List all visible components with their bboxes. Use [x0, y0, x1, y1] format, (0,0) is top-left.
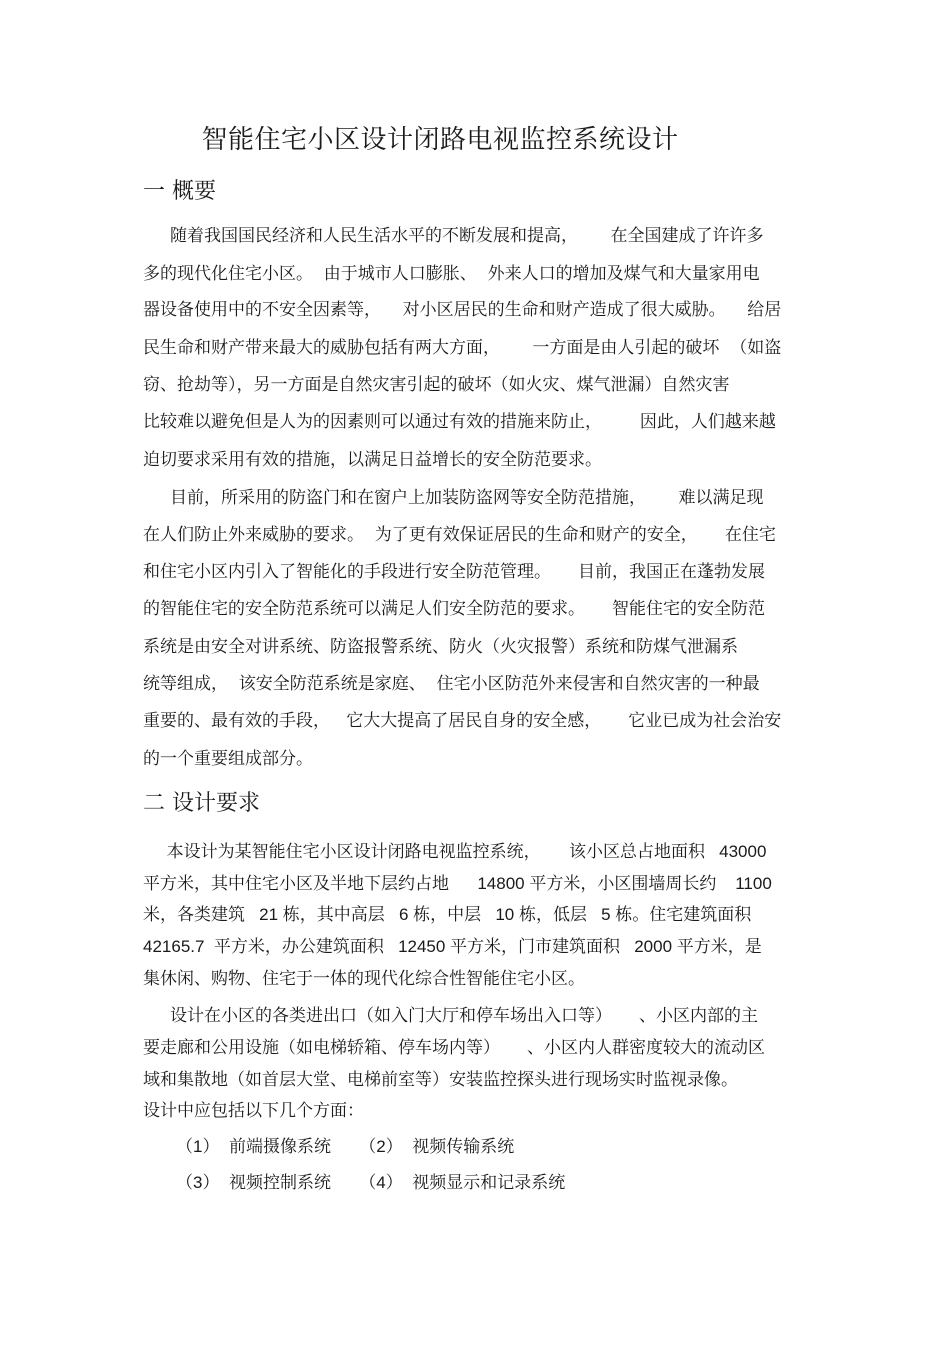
list-item: （1） 前端摄像系统 （2） 视频传输系统	[143, 1137, 515, 1156]
section-heading-requirements: 二 设计要求	[143, 791, 260, 816]
paragraph-line: 域和集散地（如首层大堂、电梯前室等）安装监控探头进行现场实时监视录像。	[143, 1070, 738, 1090]
paragraph-line: 窃、抢劫等），另一方面是自然灾害引起的破坏（如火灾、煤气泄漏）自然灾害	[143, 375, 730, 395]
paragraph-line: 迫切要求采用有效的措施，以满足日益增长的安全防范要求。	[143, 450, 602, 470]
paragraph-line: 和住宅小区内引入了智能化的手段进行安全防范管理。 目前，我国正在蓬勃发展	[143, 562, 766, 582]
paragraph-line: 42165.7 平方米，办公建筑面积 12450 平方米，门市建筑面积 2000 平方米，是	[143, 937, 762, 956]
paragraph-line: 多的现代化住宅小区。 由于城市人口膨胀、 外来人口的增加及煤气和大量家用电	[143, 264, 760, 284]
paragraph-line: 器设备使用中的不安全因素等， 对小区居民的生命和财产造成了很大威胁。 给居	[143, 300, 782, 320]
paragraph-line: 集休闲、购物、住宅于一体的现代化综合性智能住宅小区。	[143, 969, 585, 988]
paragraph-line: 的智能住宅的安全防范系统可以满足人们安全防范的要求。 智能住宅的安全防范	[143, 599, 766, 619]
paragraph-line: 米，各类建筑 21 栋，其中高层 6 栋，中层 10 栋，低层 5 栋。住宅建筑面积	[143, 905, 752, 924]
paragraph-line: 民生命和财产带来最大的威胁包括有两大方面， 一方面是由人引起的破坏 （如盗	[143, 338, 782, 358]
paragraph-line: 的一个重要组成部分。	[143, 749, 313, 769]
section-heading-overview: 一 概要	[143, 179, 216, 204]
paragraph-line: 要走廊和公用设施（如电梯轿箱、停车场内等） 、小区内人群密度较大的流动区	[143, 1038, 766, 1058]
paragraph-line: 在人们防止外来威胁的要求。 为了更有效保证居民的生命和财产的安全， 在住宅	[143, 525, 776, 545]
paragraph-line: 设计在小区的各类进出口（如入门大厅和停车场出入口等） 、小区内部的主	[143, 1006, 759, 1026]
list-item: （3） 视频控制系统 （4） 视频显示和记录系统	[143, 1173, 566, 1192]
paragraph-line: 平方米，其中住宅小区及半地下层约占地 14800 平方米，小区围墙周长约 1100	[143, 874, 772, 893]
paragraph-line: 目前，所采用的防盗门和在窗户上加装防盗网等安全防范措施， 难以满足现	[143, 488, 764, 508]
paragraph-line: 随着我国国民经济和人民生活水平的不断发展和提高， 在全国建成了许许多	[143, 226, 764, 246]
paragraph-line: 统等组成， 该安全防范系统是家庭、 住宅小区防范外来侵害和自然灾害的一种最	[143, 674, 760, 694]
document-title: 智能住宅小区设计闭路电视监控系统设计	[201, 125, 679, 155]
paragraph-line: 本设计为某智能住宅小区设计闭路电视监控系统， 该小区总占地面积 43000	[143, 842, 767, 861]
paragraph-line: 设计中应包括以下几个方面：	[143, 1101, 364, 1121]
paragraph-line: 比较难以避免但是人为的因素则可以通过有效的措施来防止， 因此，人们越来越	[143, 412, 776, 432]
paragraph-line: 系统是由安全对讲系统、防盗报警系统、防火（火灾报警）系统和防煤气泄漏系	[143, 637, 738, 657]
paragraph-line: 重要的、最有效的手段， 它大大提高了居民自身的安全感， 它业已成为社会治安	[143, 711, 782, 731]
